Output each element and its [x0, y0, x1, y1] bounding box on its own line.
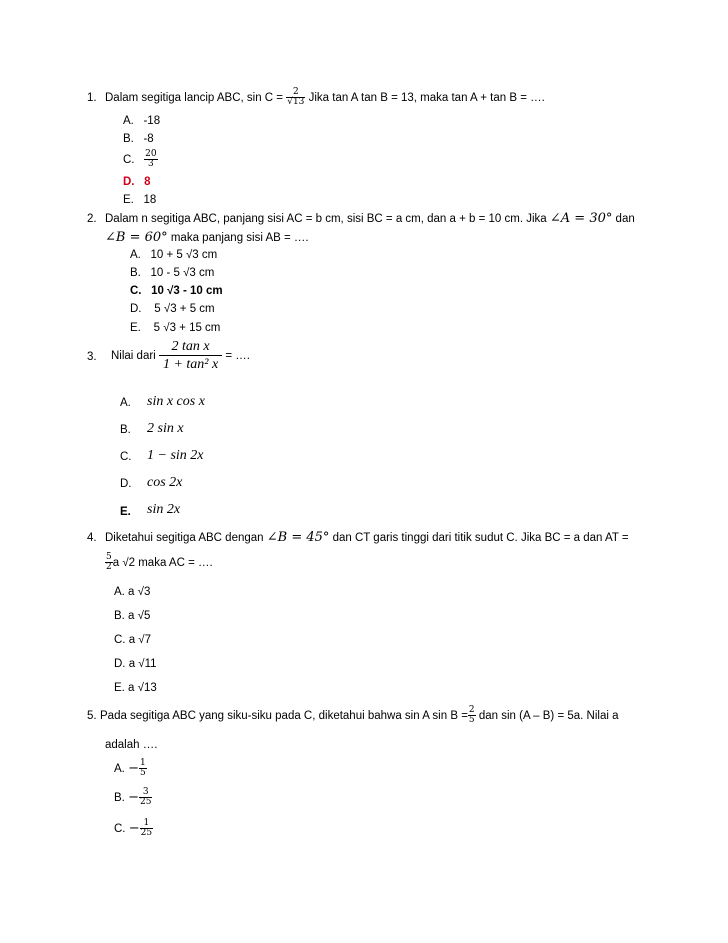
- q2-option-e[interactable]: E. 5 √3 + 15 cm: [130, 322, 221, 334]
- q5-option-a[interactable]: A. − $\frac{1}{5}$: [114, 758, 146, 779]
- q2-option-a[interactable]: A. 10 + 5 √3 cm: [130, 249, 218, 261]
- q1-option-e[interactable]: E. 18: [123, 194, 157, 206]
- q1-option-c[interactable]: C. $\frac{20}{3}$: [123, 149, 157, 170]
- q4-option-d[interactable]: D. a √11: [114, 658, 157, 670]
- q4-angle-b: ∠B = 45°: [266, 530, 330, 545]
- q1-text-a: Dalam segitiga lancip ABC, sin C =: [105, 92, 287, 104]
- q5-number: 5.: [87, 710, 97, 722]
- q4-option-e[interactable]: E. a √13: [114, 682, 157, 694]
- q3-fraction: $\frac{\text{2 tan x}}{\text{1 + tan² x}}$: [159, 338, 222, 373]
- q3-option-e-correct[interactable]: E.: [120, 506, 131, 518]
- q2-number: 2.: [87, 213, 97, 225]
- q5-fraction: $\frac{2}{5}$: [468, 705, 475, 726]
- q4-number: 4.: [87, 532, 97, 544]
- q5-option-c[interactable]: C. − $\frac{1}{25}$: [114, 818, 153, 839]
- q2-option-c-correct[interactable]: C. 10 √3 - 10 cm: [130, 285, 223, 297]
- q1-stem: [105, 85, 545, 111]
- q2-line2: ∠B = 60° maka panjang sisi AB = ….: [105, 230, 309, 245]
- q3-number: 3.: [87, 351, 97, 363]
- q3-option-b-value: 2 sin x: [147, 421, 184, 436]
- q2-angle-b: ∠B = 60°: [105, 230, 168, 245]
- q1-text-b: Jika tan A tan B = 13, maka tan A + tan B = ….: [305, 92, 545, 104]
- q4-fraction: $\frac{5}{2}$: [106, 552, 112, 573]
- q4-option-c[interactable]: C. a √7: [114, 634, 151, 646]
- q1-number: 1.: [87, 92, 97, 104]
- q1-fraction: $\frac{2}{√13}$: [287, 87, 305, 108]
- q4-line1: Diketahui segitiga ABC dengan ∠B = 45° dan CT garis tinggi dari titik sudut C. Jika BC = a dan AT =: [105, 530, 629, 545]
- q2-line1: Dalam n segitiga ABC, panjang sisi AC = b cm, sisi BC = a cm, dan a + b = 10 cm. Jika ∠A = 30° dan: [105, 211, 635, 226]
- q5-line2: adalah ….: [105, 739, 158, 751]
- q5-option-b[interactable]: B. − $\frac{3}{25}$: [114, 787, 152, 808]
- q4-line2: $\frac{5}{2}$ a √2 maka AC = ….: [106, 552, 213, 573]
- q3-option-a[interactable]: A.: [120, 397, 131, 409]
- q2-option-b[interactable]: B. 10 - 5 √3 cm: [130, 267, 215, 279]
- q1-option-b[interactable]: B. -8: [123, 133, 154, 145]
- q3-option-a-value: sin x cos x: [147, 394, 205, 409]
- q2-option-d[interactable]: D. 5 √3 + 5 cm: [130, 303, 215, 315]
- q3-option-b[interactable]: B.: [120, 424, 131, 436]
- q4-option-a[interactable]: A. a √3: [114, 586, 151, 598]
- q1-option-a[interactable]: A. -18: [123, 115, 161, 127]
- q3-option-c-value: 1 − sin 2x: [147, 448, 204, 463]
- q2-angle-a: ∠A = 30°: [549, 211, 613, 226]
- q3-option-d-value: cos 2x: [147, 475, 183, 490]
- q3-stem: Nilai dari $\frac{\text{2 tan x}}{\text{1 + tan² x}}$ = ….: [111, 339, 251, 373]
- q5-line1: Pada segitiga ABC yang siku-siku pada C, diketahui bahwa sin A sin B = $\frac{2}{5}$ dan sin (A – B) = 5a. Nilai a: [100, 705, 619, 726]
- q3-option-e-value: sin 2x: [147, 502, 181, 517]
- q1-option-d-correct[interactable]: D. 8: [123, 176, 151, 188]
- q3-option-d[interactable]: D.: [120, 478, 132, 490]
- q4-option-b[interactable]: B. a √5: [114, 610, 151, 622]
- q3-option-c[interactable]: C.: [120, 451, 132, 463]
